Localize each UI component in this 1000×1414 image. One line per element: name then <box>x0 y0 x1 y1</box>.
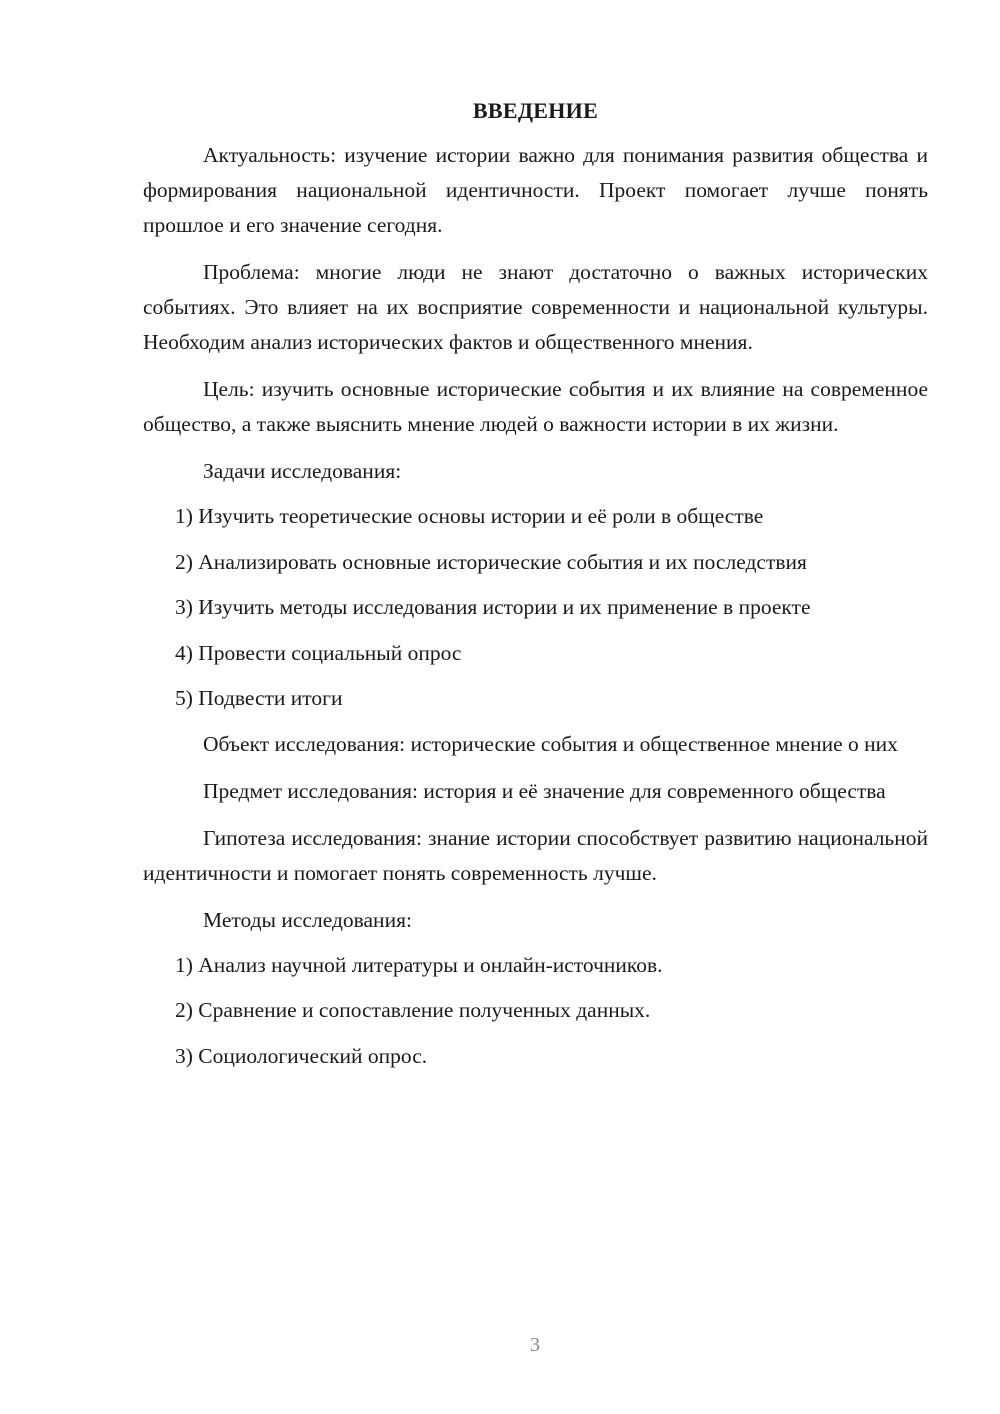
goal-paragraph: Цель: изучить основные исторические события и их влияние на современное общество, а также выяснить мнение людей о важности истории в их жизни. <box>143 377 928 436</box>
list-item: 4) Провести социальный опрос <box>175 640 462 665</box>
methods-heading: Методы исследования: <box>203 907 412 932</box>
subject-paragraph: Предмет исследования: история и её значение для современного общества <box>203 778 886 803</box>
problem-paragraph: Проблема: многие люди не знают достаточно о важных исторических событиях. Это влияет на их восприятие современности и национальной культуры. Необходим анализ исторических фактов и общественного мнения. <box>143 260 928 354</box>
relevance-paragraph: Актуальность: изучение истории важно для понимания развития общества и формирования национальной идентичности. Проект помогает лучше понять прошлое и его значение сегодня. <box>143 143 928 237</box>
methods-list <box>143 948 928 1074</box>
list-item: 2) Анализировать основные исторические события и их последствия <box>175 549 807 574</box>
list-item: 1) Изучить теоретические основы истории и её роли в обществе <box>175 504 764 528</box>
list-item: 2) Сравнение и сопоставление полученных данных. <box>175 998 651 1022</box>
list-item: 3) Изучить методы исследования истории и их применение в проекте <box>175 595 811 619</box>
object-paragraph: Объект исследования: исторические события и общественное мнение о них <box>203 731 898 756</box>
list-item: 5) Подвести итоги <box>175 686 343 710</box>
list-item: 1) Анализ научной литературы и онлайн-источников. <box>175 952 663 977</box>
page-number: 3 <box>530 1334 540 1356</box>
tasks-heading: Задачи исследования: <box>203 459 402 483</box>
hypothesis-paragraph: Гипотеза исследования: знание истории способствует развитию национальной идентичности и помогает понять современность лучше. <box>143 825 928 885</box>
tasks-list <box>143 499 928 716</box>
document-page <box>143 96 928 1084</box>
list-item: 3) Социологический опрос. <box>175 1043 428 1068</box>
page-title: ВВЕДЕНИЕ <box>472 98 599 123</box>
